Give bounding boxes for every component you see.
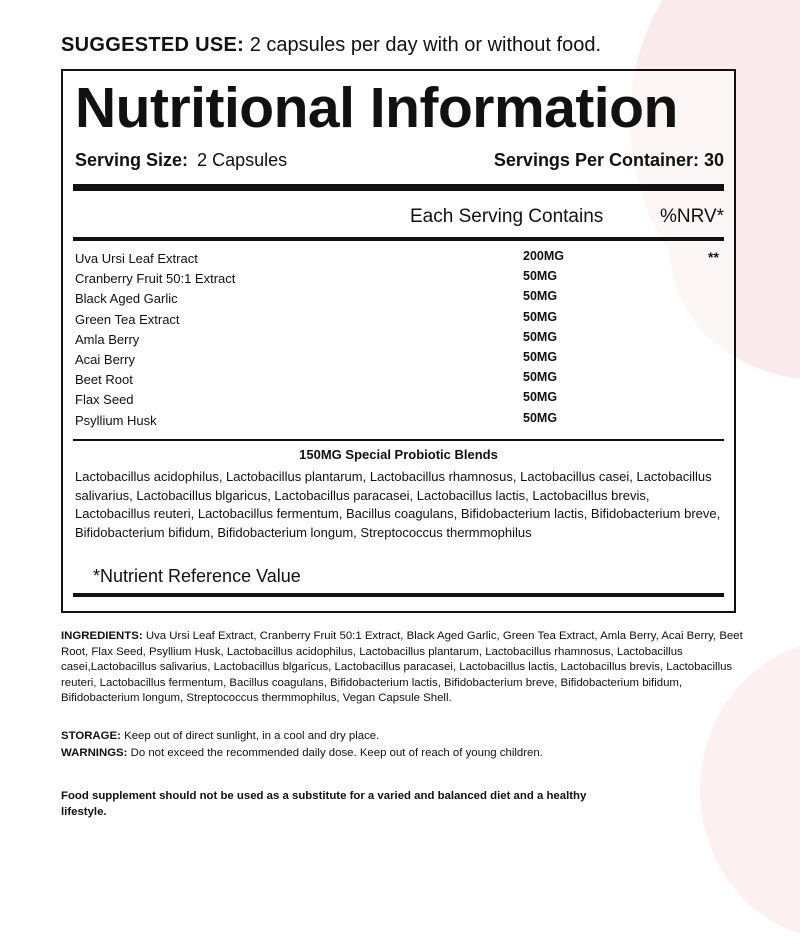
suggested-use-text: 2 capsules per day with or without food. (249, 34, 601, 56)
column-header-nrv: %NRV* (660, 206, 725, 227)
ingredient-row (75, 289, 715, 309)
ingredient-row (75, 310, 715, 330)
ingredient-amount: 50MG (523, 370, 558, 385)
ingredient-name: Uva Ursi Leaf Extract (75, 251, 198, 266)
suggested-use (61, 34, 601, 57)
warnings-text: Do not exceed the recommended daily dose. Keep out of reach of young children. (130, 747, 543, 759)
divider (73, 593, 724, 597)
ingredients-section (61, 629, 751, 707)
ingredient-nrv: ** (708, 249, 719, 265)
ingredient-amount: 50MG (523, 269, 558, 284)
divider (73, 237, 724, 241)
ingredient-row (75, 390, 715, 410)
probiotic-blend-list: Lactobacillus acidophilus, Lactobacillus plantarum, Lactobacillus rhamnosus, Lactobacillus casei, Lactobacillus salivarius, Lactobacillus blgaricus, Lactobacillus paracasei, Lactobacillus lactis, Lactobacillus brevis, Lactobacillus reuteri, Lactobacillus fermentum, Bacillus coagulans, Bifidobacterium lactis, Bifidobacterium breve, Bifidobacterium bifidum, Bifidobacterium longum, Streptococcus thermmophilus (75, 469, 721, 540)
ingredient-amount: 50MG (523, 329, 558, 344)
column-header-each-serving: Each Serving Contains (410, 206, 604, 227)
ingredient-row (75, 350, 715, 370)
serving-size (75, 150, 287, 171)
nutrition-panel (61, 69, 736, 613)
ingredient-amount: 50MG (523, 289, 558, 304)
ingredient-row (75, 330, 715, 350)
ingredient-name: Green Tea Extract (75, 311, 180, 327)
warnings-section (61, 746, 571, 762)
footer-note: Food supplement should not be used as a substitute for a varied and balanced diet and a healthy lifestyle. (61, 790, 587, 818)
serving-size-label: Serving Size: (75, 150, 189, 170)
ingredient-name: Acai Berry (75, 351, 135, 367)
ingredient-name: Cranberry Fruit 50:1 Extract (75, 271, 236, 287)
divider-thick (73, 184, 724, 191)
ingredient-amount: 200MG (523, 249, 564, 263)
ingredient-name: Psyllium Husk (75, 412, 157, 428)
ingredient-amount: 50MG (523, 410, 558, 425)
ingredient-amount: 50MG (523, 349, 558, 364)
ingredients-text: Uva Ursi Leaf Extract, Cranberry Fruit 50:1 Extract, Black Aged Garlic, Green Tea Extract, Amla Berry, Acai Berry, Beet Root, Flax Seed, Psyllium Husk, Lactobacillus acidophilus, Lactobacillus plantarum, Lactobacillus rhamnosus, Lactobacillus casei,Lactobacillus salivarius, Lactobacillus blgaricus, Lactobacillus paracasei, Lactobacillus lactis, Lactobacillus brevis, Lactobacillus reuteri, Lactobacillus fermentum, Bacillus coagulans, Bifidobacterium lactis, Bifidobacterium breve, Bifidobacterium bifidum, Bifidobacterium longum, Streptococcus thermmophilus, Vegan Capsule Shell. (61, 630, 743, 704)
ingredient-amount: 50MG (523, 390, 558, 405)
ingredient-name: Amla Berry (75, 331, 140, 347)
storage-text: Keep out of direct sunlight, in a cool and dry place. (124, 730, 380, 742)
ingredient-name: Black Aged Garlic (75, 291, 178, 307)
serving-size-value: 2 Capsules (197, 150, 288, 170)
ingredient-table (75, 249, 719, 431)
ingredient-row (75, 370, 715, 390)
divider-thin (73, 439, 724, 441)
ingredient-row (75, 411, 715, 431)
ingredient-amount: 50MG (523, 309, 558, 324)
storage-label: STORAGE: (61, 730, 121, 742)
storage-section (61, 729, 751, 745)
warnings-label: WARNINGS: (61, 747, 128, 759)
servings-per-container: Servings Per Container: 30 (493, 150, 724, 170)
ingredient-name: Flax Seed (75, 392, 134, 408)
suggested-use-label: SUGGESTED USE: (61, 34, 245, 56)
nrv-footnote: *Nutrient Reference Value (93, 566, 301, 586)
ingredient-row (75, 269, 715, 289)
probiotic-blend-title: 150MG Special Probiotic Blends (299, 447, 498, 462)
ingredient-name: Beet Root (75, 372, 133, 388)
panel-title: Nutritional Information (75, 76, 678, 140)
ingredients-label: INGREDIENTS: (61, 630, 143, 642)
ingredient-row (75, 249, 719, 269)
